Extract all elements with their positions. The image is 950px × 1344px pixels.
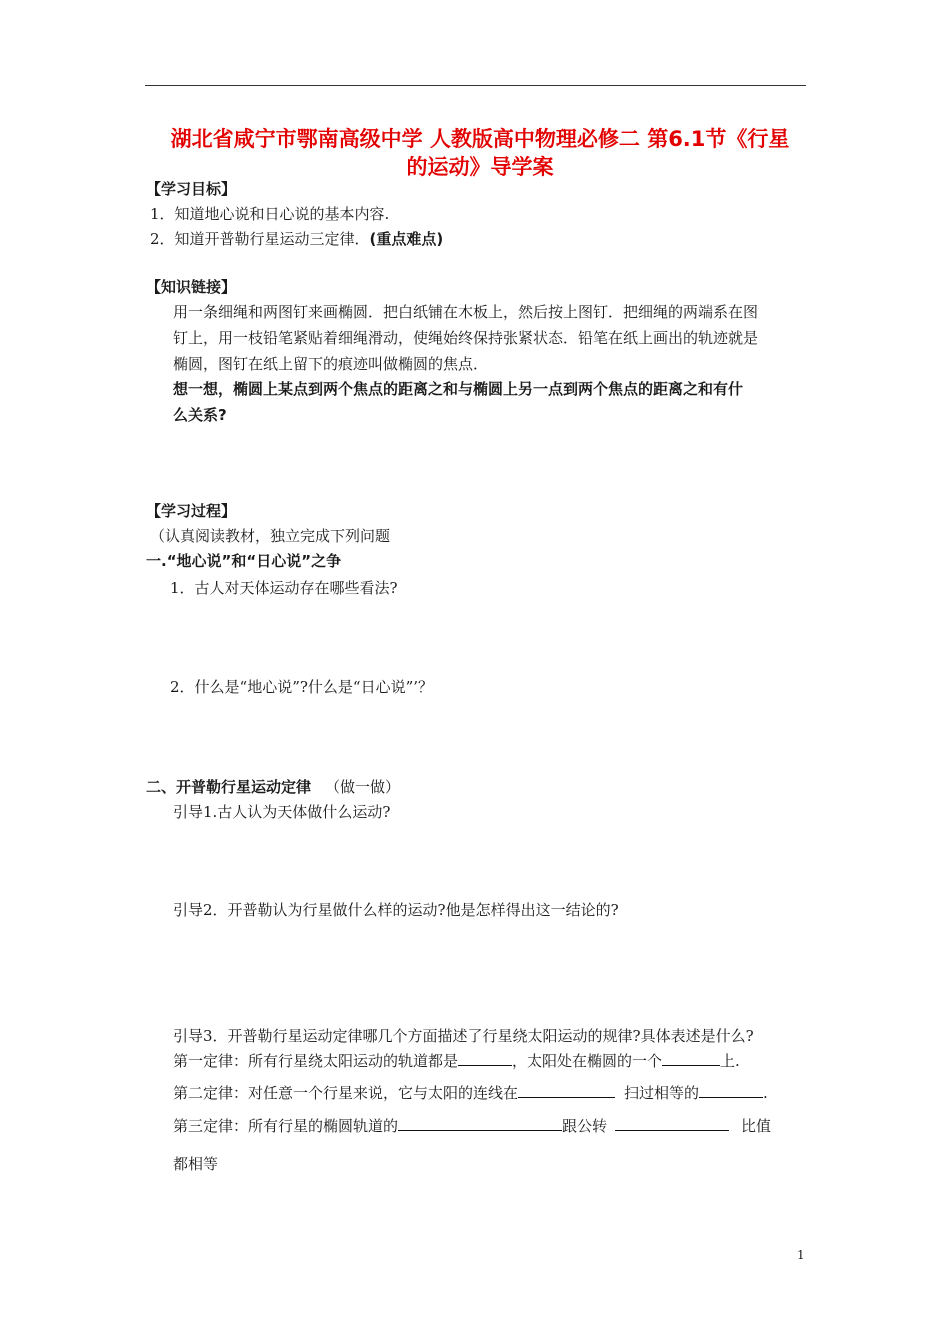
law-2 xyxy=(173,1082,768,1103)
think-question-line-2: 么关系? xyxy=(173,406,227,424)
think-question-line-1: 想一想，椭圆上某点到两个焦点的距离之和与椭圆上另一点到两个焦点的距离之和有什 xyxy=(173,380,744,398)
page-number: 1 xyxy=(797,1248,805,1262)
law-3-text-a: 第三定律：所有行星的椭圆轨道的 xyxy=(173,1117,399,1135)
process-heading: 【学习过程】 xyxy=(146,502,237,520)
law-2-blank-1[interactable] xyxy=(518,1083,615,1098)
objective-item-1: 1．知道地心说和日心说的基本内容. xyxy=(150,205,390,223)
objective-item-2 xyxy=(150,228,443,249)
law-1-blank-2[interactable] xyxy=(662,1051,720,1066)
guide-1: 引导1.古人认为天体做什么运动? xyxy=(173,803,391,821)
objective-item-2-emphasis: (重点难点) xyxy=(369,230,444,248)
section-2-title: 二、开普勒行星运动定律 xyxy=(146,778,312,796)
section-1-title: 一.“地心说”和“日心说”之争 xyxy=(146,552,342,570)
law-2-blank-2[interactable] xyxy=(699,1083,763,1098)
law-3-blank-2[interactable] xyxy=(615,1116,729,1131)
section-2-title-suffix: （做一做） xyxy=(325,778,401,796)
section-2-title-row xyxy=(146,776,400,797)
knowledge-heading: 【知识链接】 xyxy=(146,278,237,296)
law-3 xyxy=(173,1115,771,1136)
law-3-blank-1[interactable] xyxy=(398,1116,562,1131)
section-1-question-1: 1．古人对天体运动存在哪些看法? xyxy=(170,579,398,597)
law-2-text-a: 第二定律：对任意一个行星来说，它与太阳的连线在 xyxy=(173,1084,519,1102)
document-title-line2: 的运动》导学案 xyxy=(406,155,554,179)
section-1-question-2: 2．什么是“地心说”?什么是“日心说”’？ xyxy=(170,678,434,696)
law-1-text-c: 上. xyxy=(720,1052,740,1070)
law-1-blank-1[interactable] xyxy=(458,1051,512,1066)
guide-2: 引导2．开普勒认为行星做什么样的运动?他是怎样得出这一结论的? xyxy=(173,901,619,919)
law-3-text-b: 跟公转 xyxy=(562,1117,608,1135)
objectives-heading: 【学习目标】 xyxy=(146,180,237,198)
document-title-line1: 湖北省咸宁市鄂南高级中学 人教版高中物理必修二 第6.1节《行星 xyxy=(170,127,790,151)
law-1-text-b: ，太阳处在椭圆的一个 xyxy=(512,1052,663,1070)
law-1 xyxy=(173,1050,740,1071)
law-3-text-c: 比值 xyxy=(741,1117,772,1135)
process-note: （认真阅读教材，独立完成下列问题 xyxy=(150,527,391,545)
guide-3: 引导3．开普勒行星运动定律哪几个方面描述了行星绕太阳运动的规律?具体表述是什么? xyxy=(173,1027,754,1045)
objective-item-2-text: 2．知道开普勒行星运动三定律． xyxy=(150,230,370,248)
law-2-text-b: 扫过相等的 xyxy=(624,1084,700,1102)
law-3-continuation: 都相等 xyxy=(173,1155,219,1173)
knowledge-line-2: 钉上，用一枝铅笔紧贴着细绳滑动，使绳始终保持张紧状态．铅笔在纸上画出的轨迹就是 xyxy=(173,329,759,347)
header-rule xyxy=(145,85,806,86)
law-2-text-c: . xyxy=(763,1084,768,1102)
knowledge-line-3: 椭圆，图钉在纸上留下的痕迹叫做椭圆的焦点． xyxy=(173,355,489,373)
knowledge-line-1: 用一条细绳和两图钉来画椭圆．把白纸铺在木板上，然后按上图钉．把细绳的两端系在图 xyxy=(173,303,759,321)
law-1-text-a: 第一定律：所有行星绕太阳运动的轨道都是 xyxy=(173,1052,459,1070)
